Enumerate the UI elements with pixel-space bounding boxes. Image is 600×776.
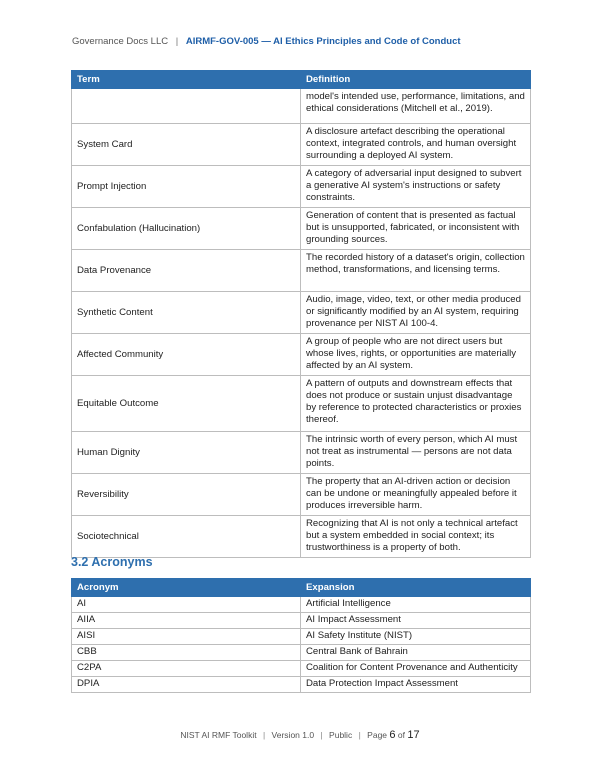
header-separator: |	[175, 36, 179, 47]
footer-separator: |	[262, 730, 266, 740]
table-row	[72, 432, 531, 474]
acronym-cell: AI	[72, 597, 301, 613]
term-column-header: Term	[72, 71, 301, 89]
term-cell: Prompt Injection	[72, 166, 301, 208]
table-row	[72, 661, 531, 677]
footer-toolkit: NIST AI RMF Toolkit	[180, 730, 257, 740]
expansion-cell: Artificial Intelligence	[301, 597, 531, 613]
table-row	[72, 166, 531, 208]
acronyms-header-row	[72, 579, 531, 597]
term-cell: Sociotechnical	[72, 516, 301, 558]
terms-table	[71, 70, 531, 558]
expansion-cell: AI Safety Institute (NIST)	[301, 629, 531, 645]
table-row	[72, 613, 531, 629]
expansion-column-header: Expansion	[301, 579, 531, 597]
table-row	[72, 89, 531, 124]
term-cell: Human Dignity	[72, 432, 301, 474]
term-cell: Reversibility	[72, 474, 301, 516]
table-row	[72, 334, 531, 376]
table-row	[72, 250, 531, 292]
term-cell	[72, 89, 301, 124]
definition-cell: A group of people who are not direct users but whose lives, rights, or opportunities are materially affected by an AI system.	[301, 334, 531, 376]
definition-cell: A pattern of outputs and downstream effects that does not produce or sustain unjust disadvantage by reference to protected characteristics or proxies thereof.	[301, 376, 531, 432]
page-header	[72, 36, 461, 47]
term-cell: Synthetic Content	[72, 292, 301, 334]
expansion-cell: Coalition for Content Provenance and Authenticity	[301, 661, 531, 677]
terms-header-row	[72, 71, 531, 89]
definition-cell: A disclosure artefact describing the operational context, integrated controls, and human oversight surrounding a deployed AI system.	[301, 124, 531, 166]
definition-cell: The intrinsic worth of every person, which AI must not treat as instrumental — persons are not data points.	[301, 432, 531, 474]
acronym-cell: DPIA	[72, 677, 301, 693]
footer-page-label: Page	[367, 730, 388, 740]
term-cell: System Card	[72, 124, 301, 166]
company-name: Governance Docs LLC	[72, 36, 169, 47]
footer-page-total: 17	[407, 729, 420, 741]
term-cell: Equitable Outcome	[72, 376, 301, 432]
table-row	[72, 597, 531, 613]
page-footer	[0, 729, 600, 741]
section-heading: 3.2 Acronyms	[71, 555, 153, 569]
table-row	[72, 474, 531, 516]
definition-cell: The property that an AI-driven action or decision can be undone or meaningfully appealed before it produces irreversible harm.	[301, 474, 531, 516]
acronym-cell: AISI	[72, 629, 301, 645]
table-row	[72, 645, 531, 661]
acronyms-table	[71, 578, 531, 693]
definition-cell: Audio, image, video, text, or other media produced or significantly modified by an AI system, requiring provenance per NIST AI 100-4.	[301, 292, 531, 334]
footer-classification: Public	[329, 730, 353, 740]
acronym-cell: C2PA	[72, 661, 301, 677]
table-row	[72, 376, 531, 432]
acronym-cell: AIIA	[72, 613, 301, 629]
footer-separator: |	[320, 730, 323, 740]
expansion-cell: AI Impact Assessment	[301, 613, 531, 629]
expansion-cell: Central Bank of Bahrain	[301, 645, 531, 661]
definition-cell: A category of adversarial input designed to subvert a generative AI system's instructions or safety constraints.	[301, 166, 531, 208]
table-row	[72, 629, 531, 645]
table-row	[72, 516, 531, 558]
footer-of-label: of	[397, 730, 405, 740]
table-row	[72, 208, 531, 250]
acronym-column-header: Acronym	[72, 579, 301, 597]
footer-version: Version 1.0	[271, 730, 315, 740]
table-row	[72, 124, 531, 166]
term-cell: Data Provenance	[72, 250, 301, 292]
footer-separator: |	[358, 730, 361, 740]
definition-cell: Generation of content that is presented as factual but is unsupported, fabricated, or inconsistent with grounding sources.	[301, 208, 531, 250]
document-title: AIRMF-GOV-005 — AI Ethics Principles and Code of Conduct	[185, 36, 461, 47]
definition-cell: model's intended use, performance, limitations, and ethical considerations (Mitchell et al., 2019).	[301, 89, 531, 124]
definition-cell: Recognizing that AI is not only a technical artefact but a system embedded in social context; its trustworthiness is a property of both.	[301, 516, 531, 558]
term-cell: Confabulation (Hallucination)	[72, 208, 301, 250]
definition-column-header: Definition	[301, 71, 531, 89]
term-cell: Affected Community	[72, 334, 301, 376]
table-row	[72, 677, 531, 693]
table-row	[72, 292, 531, 334]
footer-page-number: 6	[389, 729, 396, 741]
definition-cell: The recorded history of a dataset's origin, collection method, transformations, and licensing terms.	[301, 250, 531, 292]
acronym-cell: CBB	[72, 645, 301, 661]
expansion-cell: Data Protection Impact Assessment	[301, 677, 531, 693]
